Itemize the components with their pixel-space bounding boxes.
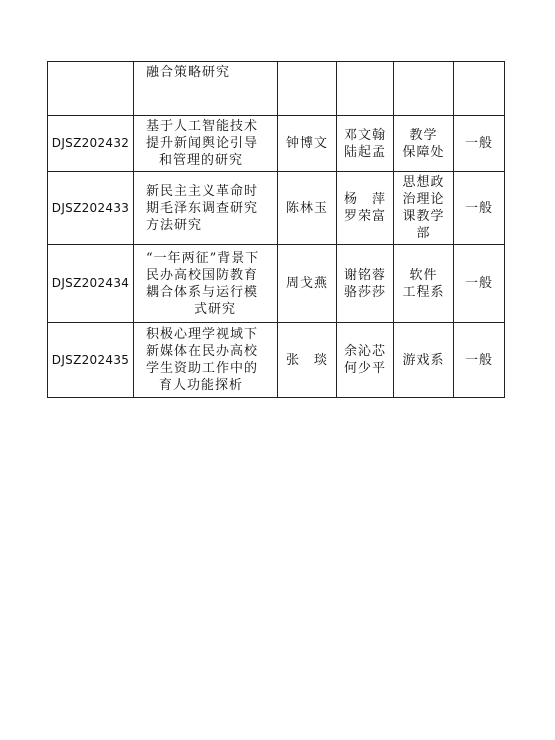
- project-department: [394, 245, 454, 323]
- project-code: DJSZ202435: [48, 323, 134, 398]
- project-department-line: 教学: [409, 127, 438, 143]
- project-members: [337, 62, 394, 116]
- project-title-line: “一年两征”背景下: [146, 250, 260, 266]
- project-member: 骆莎莎: [343, 284, 386, 300]
- project-department-line: 游戏系: [402, 352, 445, 368]
- project-leader: 钟博文: [278, 116, 337, 172]
- project-title-line: 育人功能探析: [159, 378, 244, 393]
- project-member: 谢铭蓉: [343, 267, 386, 283]
- project-department-line: 部: [416, 226, 431, 241]
- project-member: 罗荣富: [343, 209, 386, 224]
- project-table: [47, 61, 505, 398]
- project-member: 余沁芯: [343, 344, 386, 359]
- project-member: 邓文翰: [343, 127, 386, 143]
- project-title: [134, 245, 278, 323]
- table-row: [48, 172, 505, 245]
- project-leader: [278, 62, 337, 116]
- project-code: DJSZ202434: [48, 245, 134, 323]
- project-leader: 周戈燕: [278, 245, 337, 323]
- project-department-line: 保障处: [402, 144, 445, 160]
- project-member: 何少平: [343, 361, 386, 376]
- project-level: [454, 62, 505, 116]
- project-title-line: 提升新闻舆论引导: [146, 136, 259, 151]
- project-title-line: 方法研究: [146, 217, 203, 233]
- project-department: [394, 62, 454, 116]
- project-department: [394, 172, 454, 245]
- project-level: 一般: [454, 323, 505, 398]
- project-title-line: 民办高校国防教育: [146, 267, 259, 283]
- project-member: 杨 萍: [343, 192, 386, 207]
- project-leader: 张 琰: [278, 323, 337, 398]
- project-code: DJSZ202432: [48, 116, 134, 172]
- project-level: 一般: [454, 172, 505, 245]
- project-department-line: 课教学: [402, 209, 445, 224]
- project-department-line: 软件: [409, 267, 438, 283]
- project-title-line: 学生资助工作中的: [146, 361, 259, 376]
- project-title-line: 新民主主义革命时: [146, 183, 259, 199]
- table-row: [48, 116, 505, 172]
- project-title: [134, 62, 278, 116]
- project-title-line: 耦合体系与运行模: [146, 284, 259, 300]
- project-level: 一般: [454, 245, 505, 323]
- project-title: [134, 116, 278, 172]
- project-members: [337, 116, 394, 172]
- project-title-line: 和管理的研究: [159, 153, 244, 168]
- project-title: [134, 172, 278, 245]
- project-code: DJSZ202433: [48, 172, 134, 245]
- table-row: [48, 245, 505, 323]
- project-members: [337, 245, 394, 323]
- project-title-line: 基于人工智能技术: [146, 119, 259, 134]
- project-title-line: 积极心理学视域下: [146, 327, 259, 342]
- project-department: [394, 323, 454, 398]
- project-code: [48, 62, 134, 116]
- project-department-line: 思想政: [402, 175, 445, 190]
- project-level: 一般: [454, 116, 505, 172]
- project-department-line: 工程系: [402, 284, 445, 300]
- table-row: [48, 323, 505, 398]
- project-title-line: 融合策略研究: [146, 65, 231, 80]
- project-department-line: 治理论: [402, 192, 445, 207]
- project-leader: 陈林玉: [278, 172, 337, 245]
- project-title-line: 期毛泽东调查研究: [146, 200, 259, 216]
- project-title-line: 式研究: [194, 301, 237, 317]
- project-members: [337, 323, 394, 398]
- project-department: [394, 116, 454, 172]
- project-members: [337, 172, 394, 245]
- project-title-line: 新媒体在民办高校: [146, 344, 259, 359]
- table-row: [48, 62, 505, 116]
- project-title: [134, 323, 278, 398]
- project-member: 陆起孟: [343, 144, 386, 160]
